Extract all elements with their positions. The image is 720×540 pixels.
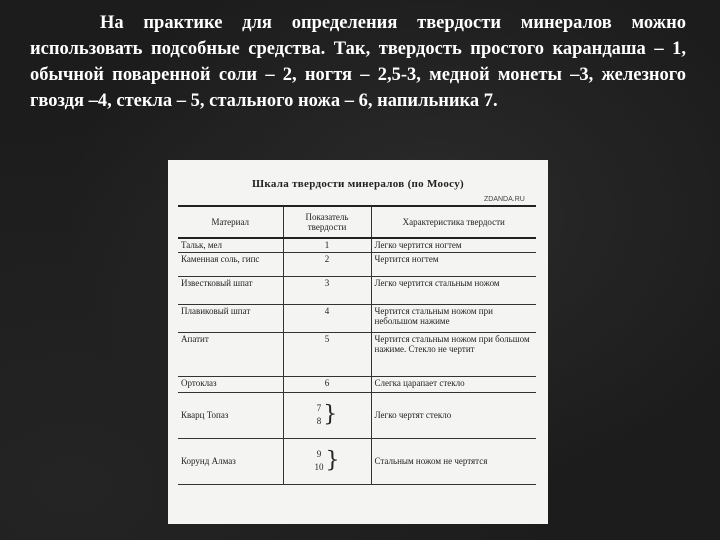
cell-value: 6: [283, 376, 371, 392]
cell-description: Легко чертят стекло: [371, 392, 536, 438]
cell-description: Чертится стальным ножом при большом нажиме. Стекло не чертит: [371, 332, 536, 376]
scan-title: Шкала твердости минералов (по Моосу): [252, 178, 464, 190]
cell-description: Легко чертится стальным ножом: [371, 276, 536, 304]
cell-value: 7: [316, 403, 322, 413]
cell-value: 3: [283, 276, 371, 304]
cell-value: 8: [316, 416, 322, 426]
table-row: [178, 332, 536, 376]
cell-value-group: [283, 438, 371, 484]
table-row: [178, 438, 536, 484]
cell-material: Кварц Топаз: [178, 392, 283, 438]
cell-value: 2: [283, 252, 371, 276]
header-material: Материал: [178, 206, 283, 238]
brace-icon: }: [325, 448, 340, 473]
watermark: ZDANDA.RU: [484, 196, 525, 203]
cell-material: Известковый шпат: [178, 276, 283, 304]
cell-value: 9: [316, 449, 322, 459]
cell-material: Ортоклаз: [178, 376, 283, 392]
cell-description: Стальным ножом не чертятся: [371, 438, 536, 484]
header-value: Показатель твердости: [283, 206, 371, 238]
table-row: [178, 276, 536, 304]
header-description: Характеристика твердости: [371, 206, 536, 238]
cell-material: Тальк, мел: [178, 238, 283, 252]
hardness-scale-scan: [168, 160, 548, 524]
cell-material: Корунд Алмаз: [178, 438, 283, 484]
table-row: [178, 238, 536, 252]
hardness-table: [178, 205, 536, 485]
cell-description: Слегка царапает стекло: [371, 376, 536, 392]
table-row: [178, 304, 536, 332]
slide-paragraph: На практике для определения твердости минералов можно использовать подсобные средства. Так, твердость простого карандаша – 1, обычной поваренной соли – 2, ногтя – 2,5-3, медной монеты –3, железного гвоздя –4, стекла – 5, стального ножа – 6, напильника 7.: [30, 13, 686, 111]
cell-value: 5: [283, 332, 371, 376]
cell-value: 10: [314, 462, 324, 472]
cell-material: Апатит: [178, 332, 283, 376]
cell-value: 4: [283, 304, 371, 332]
cell-description: Чертится стальным ножом при небольшом нажиме: [371, 304, 536, 332]
cell-material: Каменная соль, гипс: [178, 252, 283, 276]
table-row: [178, 376, 536, 392]
table-header-row: [178, 206, 536, 238]
brace-icon: }: [323, 402, 338, 427]
cell-value-group: [283, 392, 371, 438]
table-row: [178, 392, 536, 438]
cell-description: Легко чертится ногтем: [371, 238, 536, 252]
cell-value: 1: [283, 238, 371, 252]
table-row: [178, 252, 536, 276]
cell-material: Плавиковый шпат: [178, 304, 283, 332]
cell-description: Чертится ногтем: [371, 252, 536, 276]
